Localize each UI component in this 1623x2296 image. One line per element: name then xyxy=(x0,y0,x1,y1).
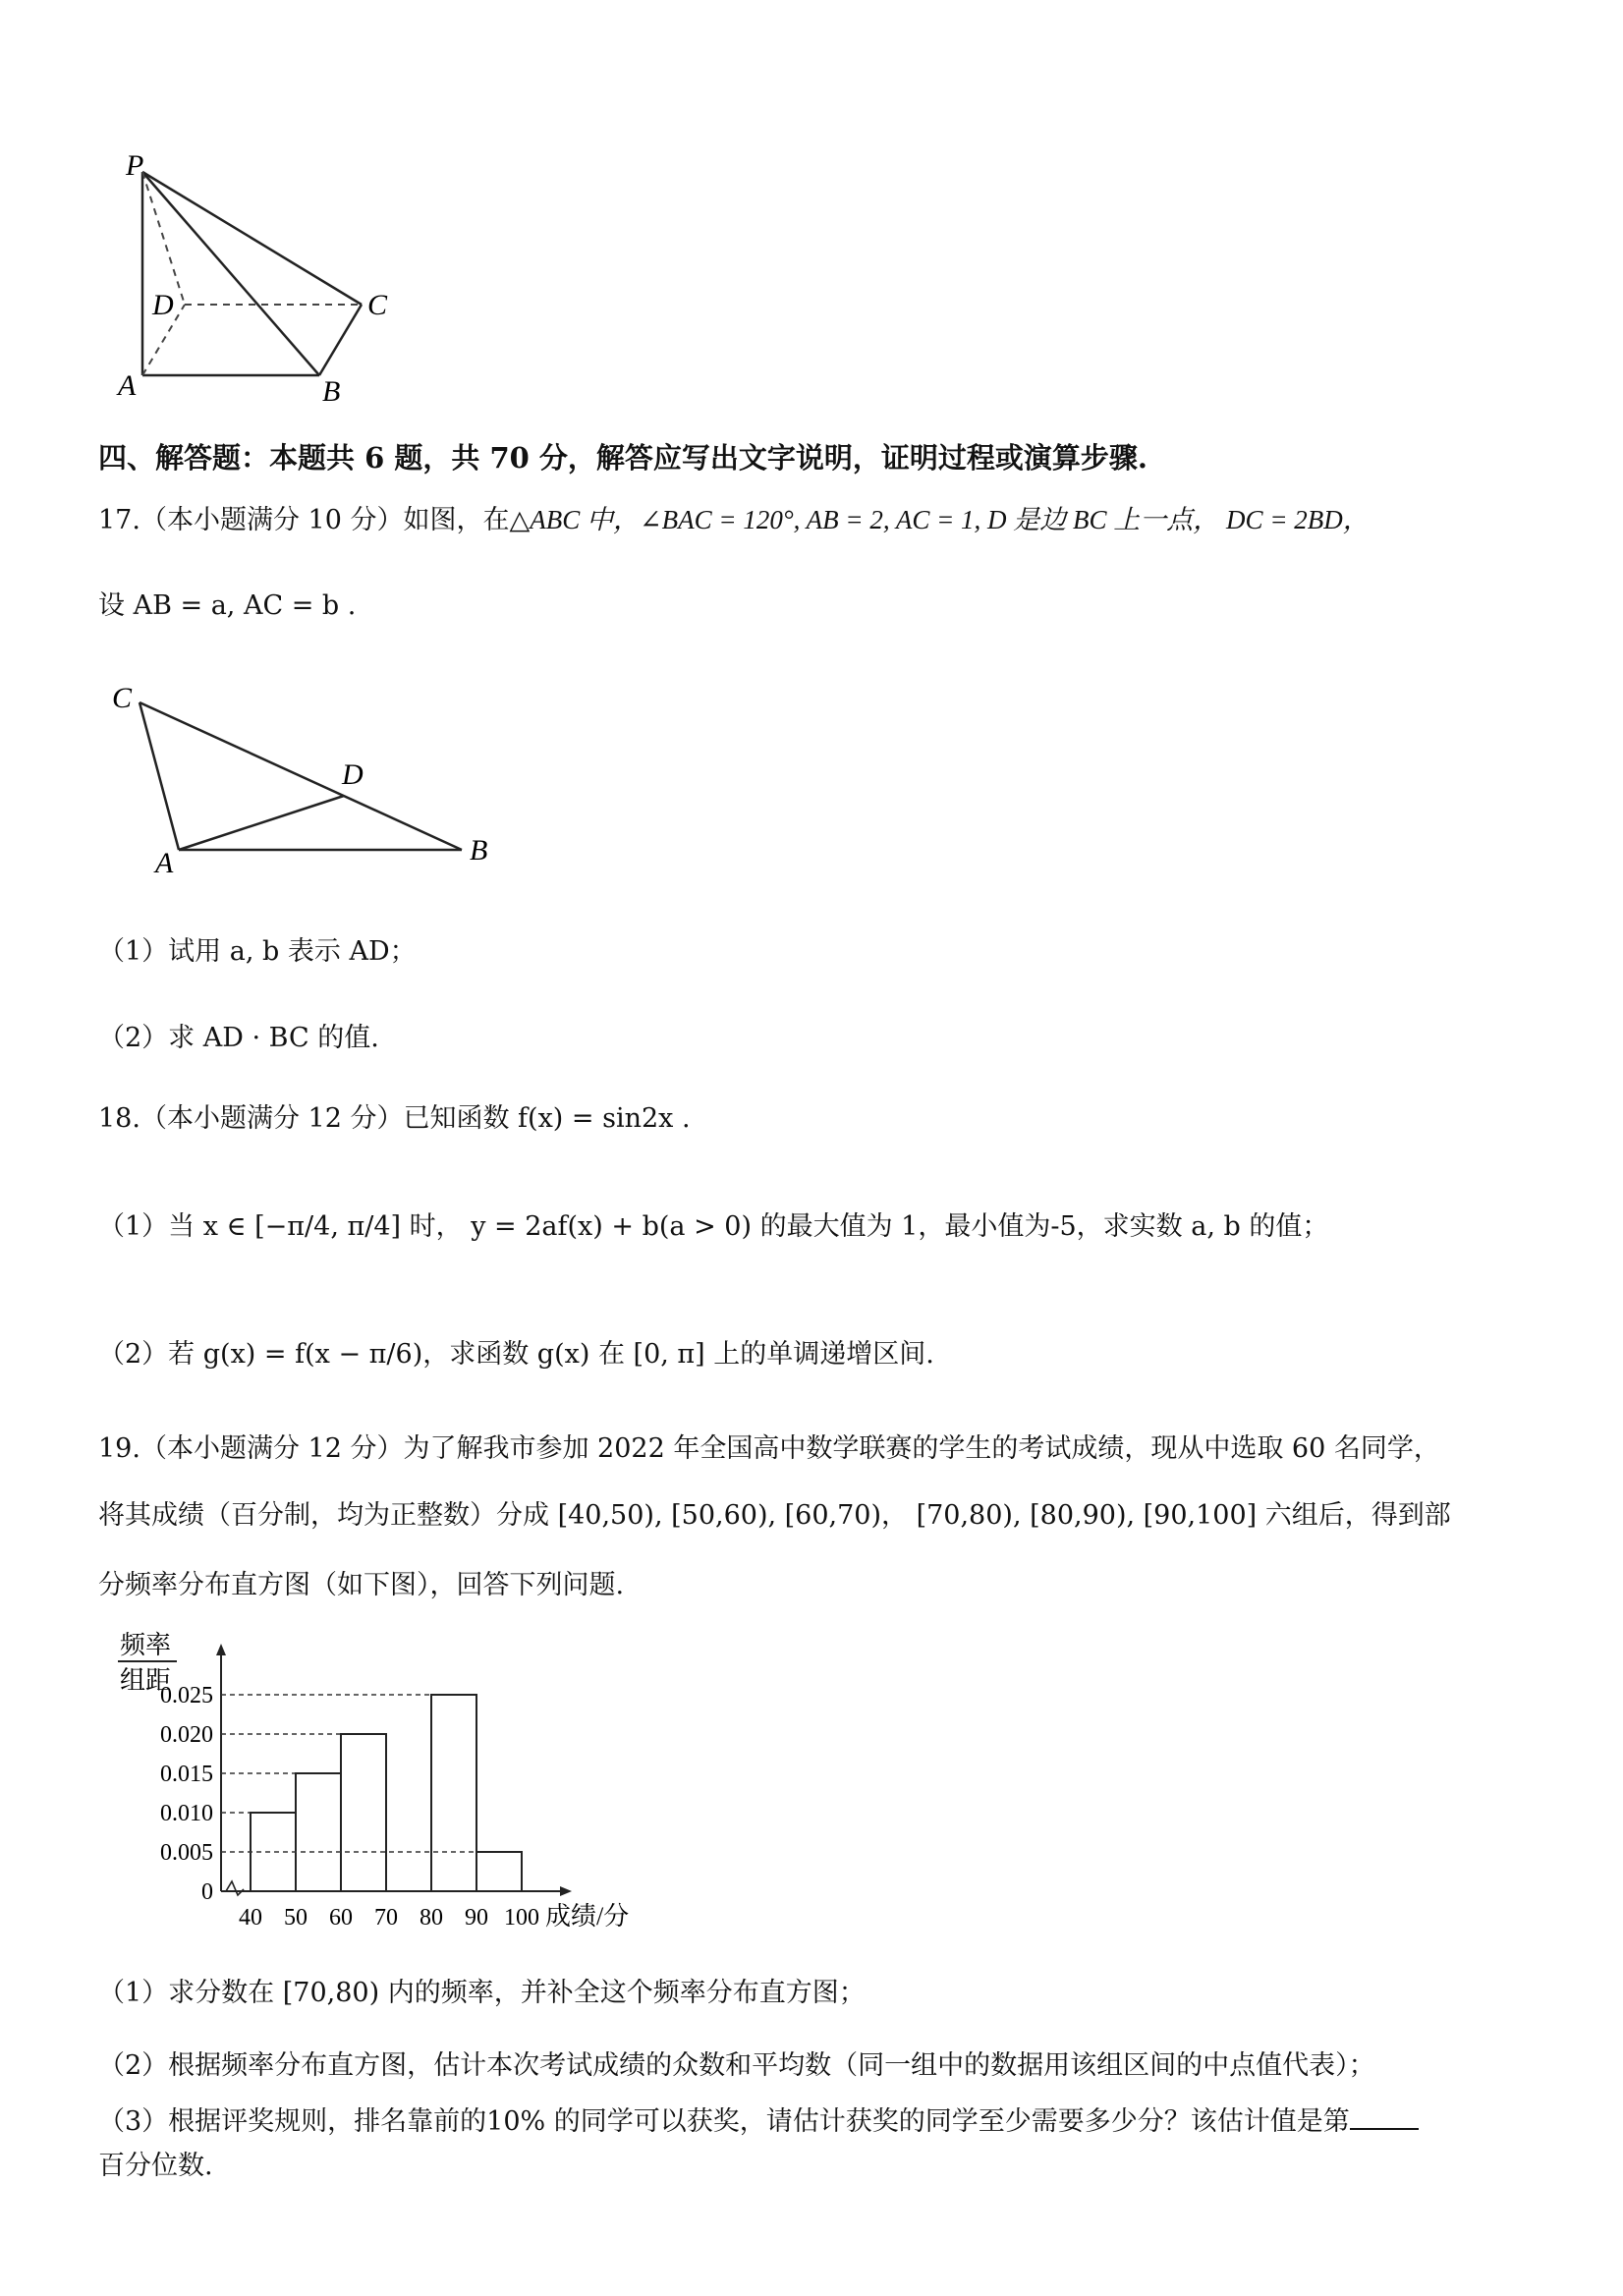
q17-line1 xyxy=(98,503,1370,537)
q19-part1: （1）求分数在 [70,80) 内的频率，并补全这个频率分布直方图； xyxy=(98,1978,866,2008)
y-tick-label: 0.015 xyxy=(160,1762,213,1787)
segment-AD xyxy=(179,796,344,850)
q19-line2: 将其成绩（百分制，均为正整数）分成 [40,50), [50,60), [60,70)， [70,80), [80,90), [90,100] 六组后，得到部 xyxy=(98,1500,1451,1531)
q18-part1: （1）当 x ∈ [−π/4, π/4] 时， y = 2af(x) + b(a > 0) 的最大值为 1，最小值为-5，求实数 a, b 的值； xyxy=(98,1211,1329,1242)
x-tick-label: 50 xyxy=(284,1905,308,1931)
edge-CA xyxy=(140,702,179,850)
histogram-bar xyxy=(341,1734,386,1891)
q18-part2: （2）若 g(x) = f(x − π/6)，求函数 g(x) 在 [0, π] 上的单调递增区间. xyxy=(98,1339,934,1370)
q19-part3-cont: 百分位数. xyxy=(98,2151,213,2181)
edge-BC xyxy=(319,305,362,375)
q19-line3: 分频率分布直方图（如下图），回答下列问题. xyxy=(98,1570,625,1600)
label-A: A xyxy=(118,369,137,402)
edge-PD xyxy=(142,172,185,305)
histogram-bar xyxy=(431,1695,476,1891)
x-tick-label: 90 xyxy=(465,1905,488,1931)
histogram-bar xyxy=(296,1773,341,1891)
q18-stem: 18.（本小题满分 12 分）已知函数 f(x) = sin2x . xyxy=(98,1103,691,1134)
x-axis-arrow xyxy=(560,1886,572,1896)
y-tick-label: 0 xyxy=(201,1879,213,1905)
y-tick-label: 0.020 xyxy=(160,1722,213,1748)
label-C: C xyxy=(367,289,388,321)
label-D: D xyxy=(342,758,364,791)
edge-PC xyxy=(142,172,362,305)
triangle-figure xyxy=(98,678,511,889)
q17-line1-prefix: 17.（本小题满分 10 分）如图，在 xyxy=(98,505,510,535)
y-tick-label: 0.010 xyxy=(160,1801,213,1826)
x-tick-label: 70 xyxy=(374,1905,398,1931)
q17-part2: （2）求 AD · BC 的值. xyxy=(98,1023,379,1053)
histogram-marks xyxy=(160,1644,572,1931)
histogram-bar xyxy=(476,1852,522,1891)
edge-PB xyxy=(142,172,319,375)
section-heading: 四、解答题：本题共 6 题，共 70 分，解答应写出文字说明，证明过程或演算步骤. xyxy=(98,441,1148,475)
q19-part3-text: （3）根据评奖规则，排名靠前的10% 的同学可以获奖，请估计获奖的同学至少需要多少分？该估计值是第 xyxy=(98,2106,1350,2137)
q17-line2: 设 AB = a, AC = b . xyxy=(98,590,357,621)
q17-part1: （1）试用 a, b 表示 AD； xyxy=(98,936,417,967)
x-tick-label: 40 xyxy=(239,1905,262,1931)
q17-line1-math: △ABC 中，∠BAC = 120°, AB = 2, AC = 1, D 是边 BC 上一点， DC = 2BD， xyxy=(509,505,1370,534)
q19-line1: 19.（本小题满分 12 分）为了解我市参加 2022 年全国高中数学联赛的学生的考试成绩，现从中选取 60 名同学， xyxy=(98,1433,1440,1464)
label-D: D xyxy=(152,289,174,321)
q19-part3 xyxy=(98,2102,1419,2139)
q19-part2: （2）根据频率分布直方图，估计本次考试成绩的众数和平均数（同一组中的数据用该组区间的中点值代表）； xyxy=(98,2050,1375,2081)
x-tick-label: 100 xyxy=(504,1905,539,1931)
ylabel-top: 频率 xyxy=(120,1631,172,1659)
edge-CB xyxy=(140,702,462,850)
y-tick-label: 0.025 xyxy=(160,1683,213,1708)
pyramid-figure xyxy=(98,128,422,413)
ylabel-bottom: 组距 xyxy=(120,1666,172,1695)
x-tick-label: 60 xyxy=(329,1905,353,1931)
axis-break xyxy=(226,1881,244,1895)
xlabel: 成绩/分 xyxy=(545,1902,630,1931)
y-axis-arrow xyxy=(216,1644,226,1655)
label-P: P xyxy=(126,149,144,182)
label-A: A xyxy=(155,847,174,879)
frequency-histogram xyxy=(98,1626,648,1940)
label-C: C xyxy=(112,682,133,714)
x-tick-label: 80 xyxy=(420,1905,443,1931)
answer-blank[interactable] xyxy=(1350,2102,1419,2130)
label-B: B xyxy=(322,375,341,408)
label-B: B xyxy=(470,834,488,867)
y-tick-label: 0.005 xyxy=(160,1840,213,1866)
